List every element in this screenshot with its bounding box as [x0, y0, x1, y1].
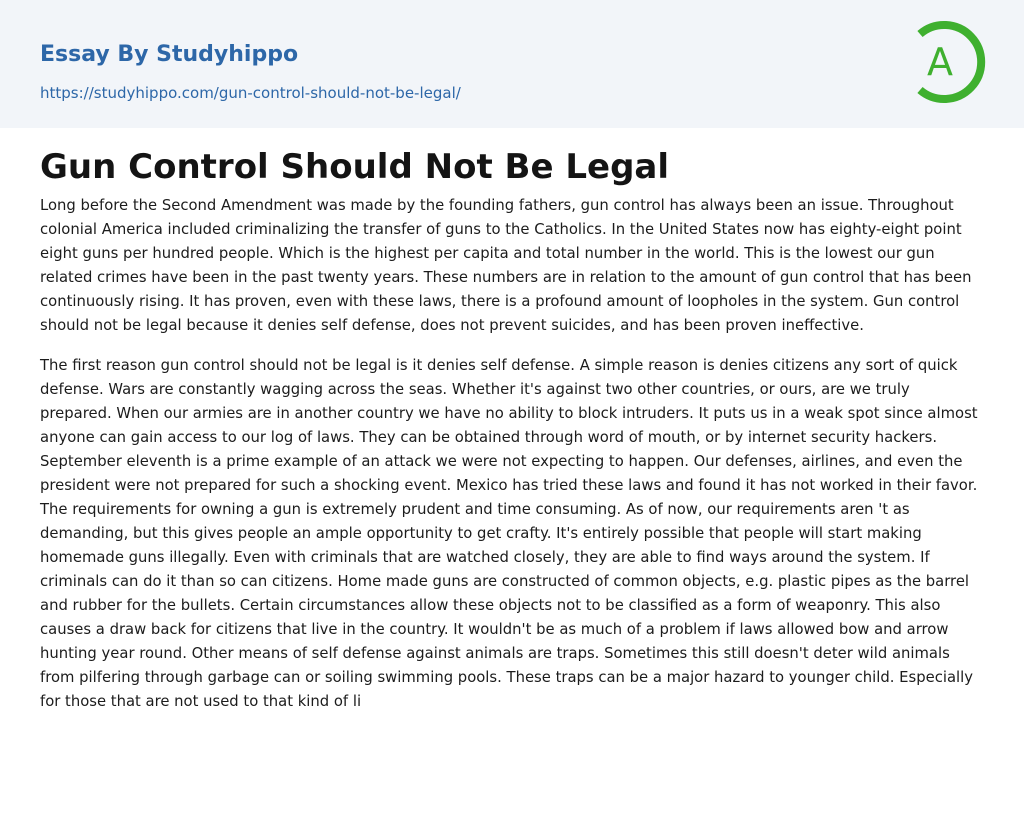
site-header — [0, 0, 1024, 128]
essay-url-link[interactable]: https://studyhippo.com/gun-control-should-not-be-legal/ — [40, 84, 461, 102]
studyhippo-logo-icon[interactable] — [912, 18, 988, 106]
essay-paragraph: The first reason gun control should not be legal is it denies self defense. A simple reason is denies citizens any sort of quick defense. Wars are constantly wagging across the seas. Whether it's against two other countries, or ours, are we truly prepared. When our armies are in another country we have no ability to block intruders. It puts us in a weak spot since almost anyone can gain access to our log of laws. They can be obtained through word of mouth, or by internet security hackers. September eleventh is a prime example of an attack we were not expecting to happen. Our defenses, airlines, and even the president were not prepared for such a shocking event. Mexico has tried these laws and found it has not worked in their favor. The requirements for owning a gun is extremely prudent and time consuming. As of now, our requirements aren 't as demanding, but this gives people an ample opportunity to get crafty. It's entirely possible that people will start making homemade guns illegally. Even with criminals that are watched closely, they are able to find ways around the system. If criminals can do it than so can citizens. Home made guns are constructed of common objects, e.g. plastic pipes as the barrel and rubber for the bullets. Certain circumstances allow these objects not to be classified as a form of weaponry. This also causes a draw back for citizens that live in the country. It wouldn't be as much of a problem if laws allowed bow and arrow hunting year round. Other means of self defense against animals are traps. Sometimes this still doesn't deter wild animals from pilfering through garbage can or soiling swimming pools. These traps can be a major hazard to younger child. Especially for those that are not used to that kind of li — [40, 357, 978, 710]
logo-graphic — [912, 18, 988, 106]
logo-letter: A — [927, 40, 953, 84]
essay-paragraph: Long before the Second Amendment was made by the founding fathers, gun control has always been an issue. Throughout colonial America included criminalizing the transfer of guns to the Catholics. In the United States now has eighty-eight point eight guns per hundred people. Which is the highest per capita and total number in the world. This is the lowest our gun related crimes have been in the past twenty years. These numbers are in relation to the amount of gun control that has been continuously rising. It has proven, even with these laws, there is a profound amount of loopholes in the system. Gun control should not be legal because it denies self defense, does not prevent suicides, and has been proven ineffective. — [40, 197, 972, 334]
essay-title: Gun Control Should Not Be Legal — [40, 147, 669, 187]
essay-body — [40, 194, 985, 730]
site-brand[interactable]: Essay By Studyhippo — [40, 42, 299, 67]
